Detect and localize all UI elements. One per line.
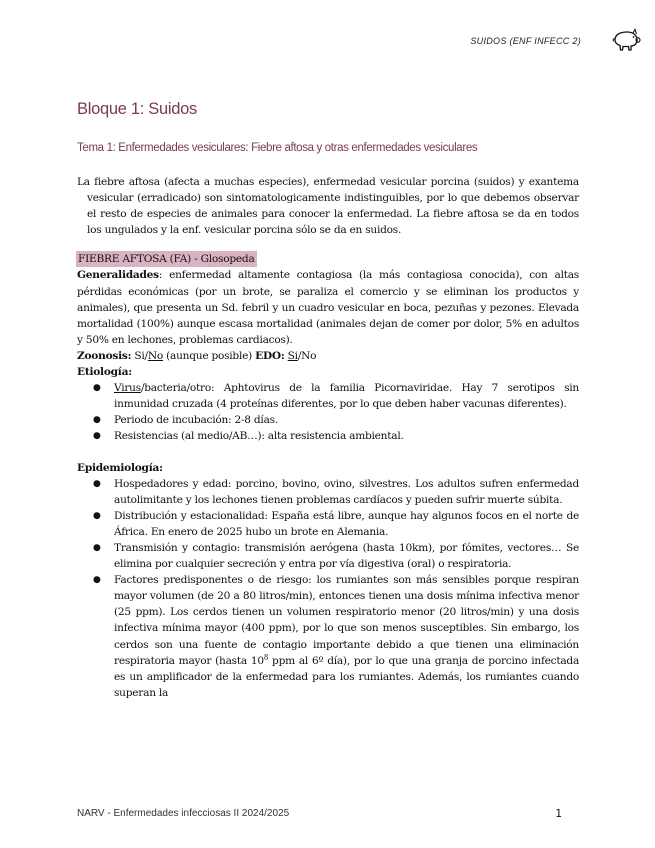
list-item: ● Transmisión y contagio: transmisión aerógena (hasta 10km), por fómites, vectores… Se elimina por cualquier secreción y entra por vía digestiva (oral) o respiratoria. <box>114 540 579 572</box>
generalidades-text: : enfermedad altamente contagiosa (la más contagiosa conocida), con altas pérdidas económicas (por un brote, se paraliza el comercio y se eliminan los productos y animales), que presenta un Sd. febril y un cuadro vesicular en boca, pezuñas y pezones. Elevada mortalidad (100%) aunque escasa mortalidad (animales dejan de comer por dolor, 5% en adultos y 50% en lechones, problemas cardiacos). <box>77 269 579 346</box>
page-footer <box>77 808 562 819</box>
epidemiologia-list <box>77 476 579 701</box>
zoonosis-label: Zoonosis: <box>77 349 132 362</box>
factores-superscript: 8 <box>263 653 269 662</box>
virus-text: /bacteria/otro: Aphtovirus de la familia Picornaviridae. Hay 7 serotipos sin inmunidad cruzada (4 proteínas diferentes, por lo que deben haber vacunas diferentes). <box>114 382 579 411</box>
list-item: ● Periodo de incubación: 2-8 días. <box>114 412 579 428</box>
list-item: ● Distribución y estacionalidad: España está libre, aunque hay algunos focos en el norte de África. En enero de 2025 hubo un brote en Alemania. <box>114 508 579 540</box>
factores-text-b: ppm al 6º día), por lo que una granja de porcino infectada es un amplificador de la enfermedad para los rumiantes. Además, los rumiantes cuando superan la <box>114 654 580 699</box>
etiologia-label: Etiología: <box>77 366 132 379</box>
edo-si: Si <box>287 349 298 362</box>
footer-text: NARV - Enfermedades infecciosas II 2024/2025 <box>77 808 290 819</box>
list-item <box>114 380 579 412</box>
zoonosis-note: (aunque posible) <box>163 349 256 362</box>
list-item <box>114 572 579 701</box>
list-item: ● Resistencias (al medio/AB…): alta resistencia ambiental. <box>114 428 579 444</box>
running-header: SUIDOS (ENF INFECC 2) <box>470 36 581 46</box>
edo-label: EDO: <box>255 349 285 362</box>
zoonosis-line <box>77 348 579 364</box>
edo-no: /No <box>297 349 317 362</box>
document-body <box>77 174 579 701</box>
zoonosis-si: Si/ <box>131 349 148 362</box>
etiologia-heading <box>77 364 579 380</box>
list-item: ● Hospedadores y edad: porcino, bovino, ovino, silvestres. Los adultos sufren enfermedad autolimitante y los lechones tienen problemas cardíacos y pueden sufrir muerte súbita. <box>114 476 579 508</box>
fa-section-title <box>77 251 579 267</box>
fa-title-highlight: FIEBRE AFTOSA (FA) - Glosopeda <box>76 251 257 267</box>
factores-text-a: Factores predisponentes o de riesgo: los rumiantes son más sensibles porque respiran mayor volumen (de 20 a 80 litros/min), entonces tienen una dosis mínima infectiva menor (25 ppm). Los cerdos tienen un volumen respiratorio menor (20 litros/min) y una dosis infectiva mínima mayor (400 ppm), por lo que son menos susceptibles. Sin embargo, los cerdos son una fuente de contagio importante debido a que tienen una eliminación respiratoria mayor (hasta 10 <box>114 574 579 667</box>
pig-icon <box>611 27 641 53</box>
bloque-title: Bloque 1: Suidos <box>77 100 197 118</box>
virus-word: Virus <box>114 382 141 395</box>
generalidades-label: Generalidades <box>77 269 159 282</box>
etiologia-list <box>77 380 579 444</box>
epidemiologia-heading <box>77 460 579 476</box>
generalidades-paragraph <box>77 267 579 347</box>
zoonosis-no: No <box>147 349 163 362</box>
intro-paragraph: La fiebre aftosa (afecta a muchas especies), enfermedad vesicular porcina (suidos) y exantema vesicular (erradicado) son sintomatologicamente indistinguibles, por lo que debemos observar el resto de especies de animales para conocer la enfermedad. La fiebre aftosa se da en todos los ungulados y la enf. vesicular porcina sólo se da en suidos. <box>77 176 579 237</box>
page-number: 1 <box>555 808 562 820</box>
tema-title: Tema 1: Enfermedades vesiculares: Fiebre aftosa y otras enfermedades vesiculares <box>77 142 478 154</box>
epidemiologia-label: Epidemiología: <box>77 461 163 474</box>
